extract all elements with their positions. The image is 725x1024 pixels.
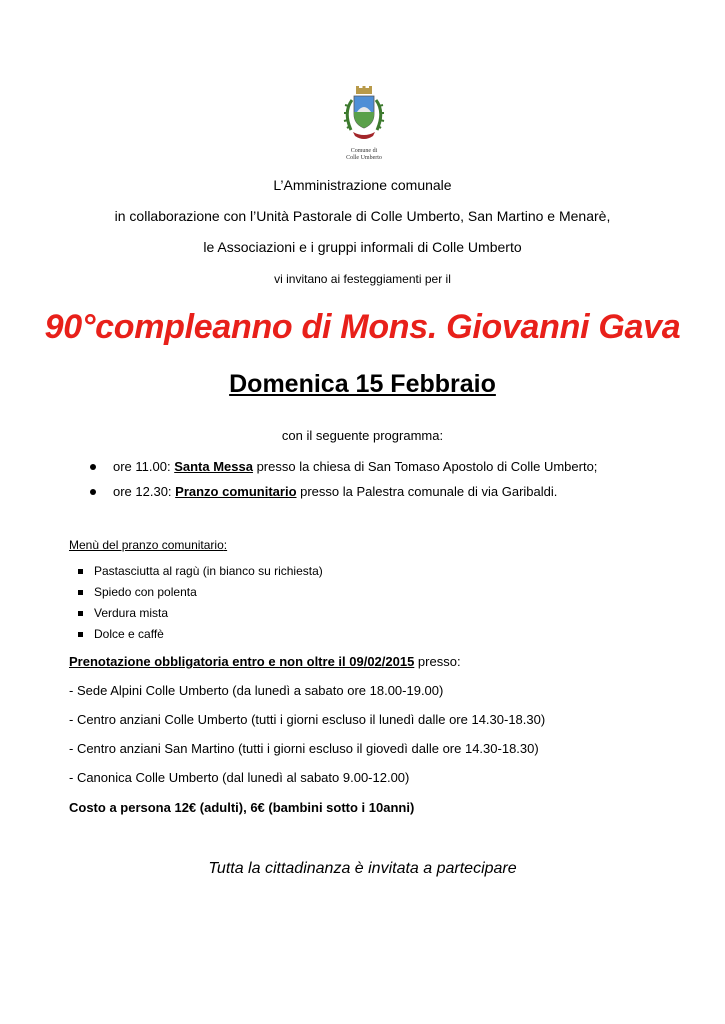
booking-deadline: Prenotazione obbligatoria entro e non oltre il 09/02/2015: [69, 654, 415, 669]
crest-caption-line2: Colle Umberto: [346, 155, 382, 161]
coat-of-arms-icon: [339, 86, 389, 148]
square-bullet-icon: [78, 611, 83, 616]
program-item-rest: presso la Palestra comunale di via Garibaldi.: [296, 484, 558, 499]
menu-heading-colon: :: [223, 538, 228, 552]
intro-line-1: L’Amministrazione comunale: [273, 177, 452, 193]
booking-heading-suffix: presso:: [414, 654, 461, 669]
intro-line-4: vi invitano ai festeggiamenti per il: [274, 272, 451, 286]
intro-line-3: le Associazioni e i gruppi informali di Colle Umberto: [203, 239, 522, 255]
event-title: 90°compleanno di Mons. Giovanni Gava: [44, 308, 681, 346]
menu-item: [78, 584, 323, 605]
intro-line-2: in collaborazione con l’Unità Pastorale di Colle Umberto, San Martino e Menarè,: [114, 208, 611, 224]
program-item-time: ore 11.00:: [113, 459, 175, 474]
menu-item: [78, 605, 323, 626]
square-bullet-icon: [78, 590, 83, 595]
menu-item-text: Spiedo con polenta: [94, 585, 197, 599]
menu-item-text: Verdura mista: [94, 606, 169, 620]
program-item-rest: presso la chiesa di San Tomaso Apostolo di Colle Umberto;: [252, 459, 598, 474]
program-intro: con il seguente programma:: [281, 428, 444, 443]
menu-list: [78, 563, 323, 647]
event-date-text: Domenica 15 Febbraio: [229, 370, 496, 398]
menu-heading: [69, 538, 227, 552]
booking-place: - Centro anziani Colle Umberto (tutti i giorni escluso il lunedì dalle ore 14.30-18.30): [69, 712, 546, 727]
booking-place: - Sede Alpini Colle Umberto (da lunedì a sabato ore 18.00-19.00): [69, 683, 444, 698]
square-bullet-icon: [78, 569, 83, 574]
menu-heading-text: Menù del pranzo comunitario: [69, 538, 224, 552]
booking-place: - Centro anziani San Martino (tutti i giorni escluso il giovedì dalle ore 14.30-18.30): [69, 741, 539, 756]
square-bullet-icon: [78, 632, 83, 637]
booking-heading: [69, 654, 461, 669]
program-item: [87, 483, 597, 508]
booking-place: - Canonica Colle Umberto (dal lunedì al sabato 9.00-12.00): [69, 770, 410, 785]
program-item-event: Pranzo comunitario: [175, 484, 297, 499]
program-item-event: Santa Messa: [174, 459, 253, 474]
municipal-crest: [334, 86, 394, 166]
menu-item: [78, 626, 323, 647]
cost-line: Costo a persona 12€ (adulti), 6€ (bambini sotto i 10anni): [69, 800, 415, 815]
program-item: [87, 458, 597, 483]
bullet-icon: [90, 464, 96, 470]
menu-item-text: Pastasciutta al ragù (in bianco su richiesta): [94, 564, 323, 578]
program-item-time: ore 12.30:: [113, 484, 176, 499]
closing-line: Tutta la cittadinanza è invitata a partecipare: [208, 860, 517, 877]
crest-caption-line1: Comune di: [350, 148, 378, 154]
menu-item-text: Dolce e caffè: [94, 627, 164, 641]
program-list: [87, 458, 597, 508]
event-date: [0, 370, 725, 399]
bullet-icon: [90, 489, 96, 495]
menu-item: [78, 563, 323, 584]
